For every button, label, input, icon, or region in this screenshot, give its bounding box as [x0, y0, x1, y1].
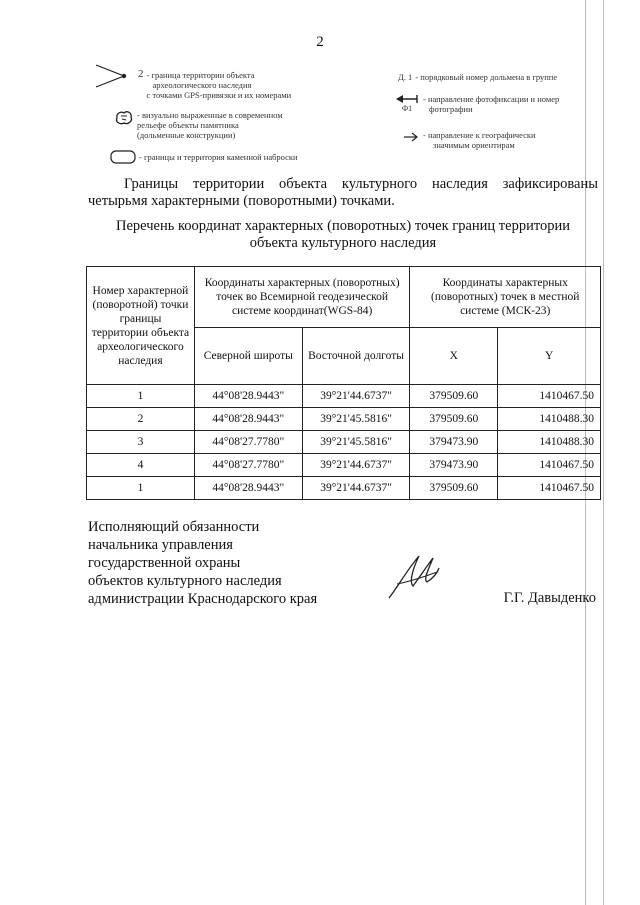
cell-x: 379509.60: [410, 385, 498, 408]
cell-y: 1410467.50: [498, 385, 601, 408]
cell-y: 1410488.30: [498, 431, 601, 454]
cell-latitude: 44°08'28.9443": [194, 385, 302, 408]
legend-text: рельефе объекты памятника: [137, 120, 239, 130]
photo-direction-arrow-icon: [395, 94, 419, 104]
cell-longitude: 39°21'45.5816": [302, 408, 410, 431]
handwritten-signature: [383, 548, 443, 604]
table-row: [87, 454, 601, 477]
cell-longitude: 39°21'44.6737": [302, 385, 410, 408]
legend-item-orientation: [402, 130, 536, 150]
header-latitude: Северной широты: [194, 328, 302, 385]
cell-latitude: 44°08'27.7780": [194, 431, 302, 454]
table-row: [87, 408, 601, 431]
photo-label: Ф1: [401, 104, 413, 113]
signatory-title-line: администрации Краснодарского края: [88, 591, 318, 607]
cell-y: 1410467.50: [498, 477, 601, 500]
page-edge-line: [603, 0, 604, 905]
coordinates-table: [86, 266, 601, 500]
legend-item-dolmen-number: [398, 72, 557, 82]
cell-point: 1: [87, 385, 195, 408]
legend-text: археологического наследия: [152, 80, 252, 90]
header-longitude: Восточной долготы: [302, 328, 410, 385]
intro-paragraph: Границы территории объекта культурного наследия зафиксированы четырьмя характерными (поворотными) точками.: [88, 176, 598, 209]
table-row: [87, 477, 601, 500]
page-number: 2: [316, 34, 324, 50]
cell-longitude: 39°21'44.6737": [302, 454, 410, 477]
table-row: [87, 431, 601, 454]
cell-x: 379509.60: [410, 408, 498, 431]
signatory-name: Г.Г. Давыденко: [503, 590, 596, 606]
cell-point: 2: [87, 408, 195, 431]
dolmen-number-icon: Д. 1: [398, 72, 413, 82]
cell-y: 1410467.50: [498, 454, 601, 477]
legend-text: - направление к географически: [423, 130, 536, 140]
cell-latitude: 44°08'28.9443": [194, 408, 302, 431]
legend-text: с точками GPS-привязки и их номерами: [146, 90, 292, 100]
legend-text: - границы и территория каменной наброски: [139, 152, 298, 162]
table-row: [87, 385, 601, 408]
table-title-line: объекта культурного наследия: [249, 235, 437, 251]
legend-point-label: 2: [138, 68, 144, 80]
legend-item-stone-mound: [110, 150, 298, 164]
stone-mound-icon: [110, 150, 136, 164]
boundary-line-icon: [94, 63, 138, 89]
signatory-title-line: Исполняющий обязанности: [88, 519, 260, 535]
signatory-title: [88, 518, 317, 608]
table-title: [88, 218, 598, 252]
signatory-title-line: государственной охраны: [88, 555, 241, 571]
header-y: Y: [498, 328, 601, 385]
cell-x: 379473.90: [410, 454, 498, 477]
signatory-title-line: начальника управления: [88, 537, 233, 553]
legend-text: - направление фотофиксации и номер: [423, 94, 560, 104]
header-wgs84: Координаты характерных (поворотных) точек во Всемирной геодезической системе координат(WGS-84): [194, 267, 410, 328]
cell-x: 379509.60: [410, 477, 498, 500]
legend-item-photo: [394, 94, 559, 114]
header-x: X: [410, 328, 498, 385]
header-point-number: Номер характерной (поворотной) точки границы территории объекта археологического наследия: [87, 267, 195, 385]
header-msk23: Координаты характерных (поворотных) точек в местной системе (МСК-23): [410, 267, 601, 328]
legend-text: - визуально выраженные в современном: [137, 110, 283, 120]
legend-item-boundary: [94, 63, 291, 100]
cell-point: 1: [87, 477, 195, 500]
legend-text: - граница территории объекта: [146, 70, 255, 80]
cell-latitude: 44°08'27.7780": [194, 454, 302, 477]
orientation-arrow-icon: [402, 130, 420, 144]
cell-point: 3: [87, 431, 195, 454]
cell-longitude: 39°21'45.5816": [302, 431, 410, 454]
legend-text: - порядковый номер дольмена в группе: [415, 72, 558, 82]
cell-x: 379473.90: [410, 431, 498, 454]
cell-latitude: 44°08'28.9443": [194, 477, 302, 500]
cell-point: 4: [87, 454, 195, 477]
legend-text: фотографии: [429, 104, 473, 114]
legend-text: значимым ориентирам: [433, 140, 515, 150]
cell-y: 1410488.30: [498, 408, 601, 431]
signatory-title-line: объектов культурного наследия: [88, 573, 282, 589]
legend-text: (дольменные конструкции): [137, 130, 236, 140]
legend-item-monument: [114, 110, 283, 140]
monument-object-icon: [114, 110, 134, 126]
table-title-line: Перечень координат характерных (поворотных) точек границ территории: [115, 218, 571, 234]
cell-longitude: 39°21'44.6737": [302, 477, 410, 500]
